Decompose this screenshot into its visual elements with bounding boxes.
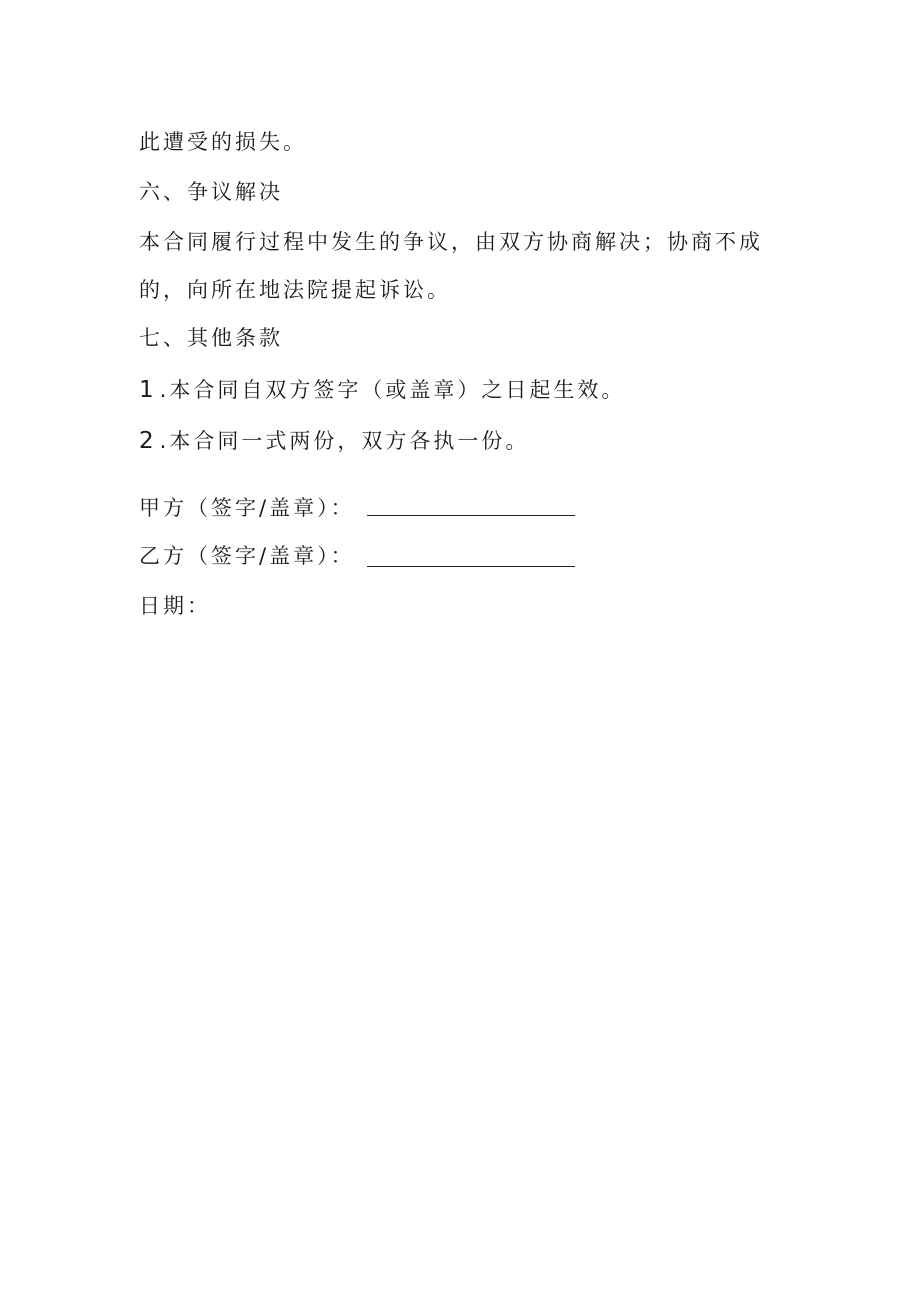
clause-item-1 bbox=[139, 375, 625, 405]
party-a-signature-line bbox=[367, 515, 575, 516]
date-label: 日期： bbox=[139, 594, 211, 618]
section-7-heading: 七、其他条款 bbox=[139, 326, 283, 350]
party-a-signature-label: 甲方（签字/盖章）： bbox=[139, 496, 355, 520]
party-b-signature-line bbox=[367, 566, 575, 567]
clause-item-2 bbox=[139, 426, 529, 456]
section-6-body-line-1: 本合同履行过程中发生的争议，由双方协商解决；协商不成 bbox=[139, 230, 763, 254]
clause-number: 1 bbox=[139, 377, 154, 403]
clause-text: .本合同自双方签字（或盖章）之日起生效。 bbox=[159, 378, 626, 402]
section-6-body-line-2: 的，向所在地法院提起诉讼。 bbox=[139, 278, 451, 302]
clause-text: .本合同一式两份，双方各执一份。 bbox=[159, 429, 530, 453]
continuation-text: 此遭受的损失。 bbox=[139, 130, 307, 154]
party-b-signature-label: 乙方（签字/盖章）： bbox=[139, 544, 355, 568]
clause-number: 2 bbox=[139, 428, 154, 454]
section-6-heading: 六、争议解决 bbox=[139, 180, 283, 204]
